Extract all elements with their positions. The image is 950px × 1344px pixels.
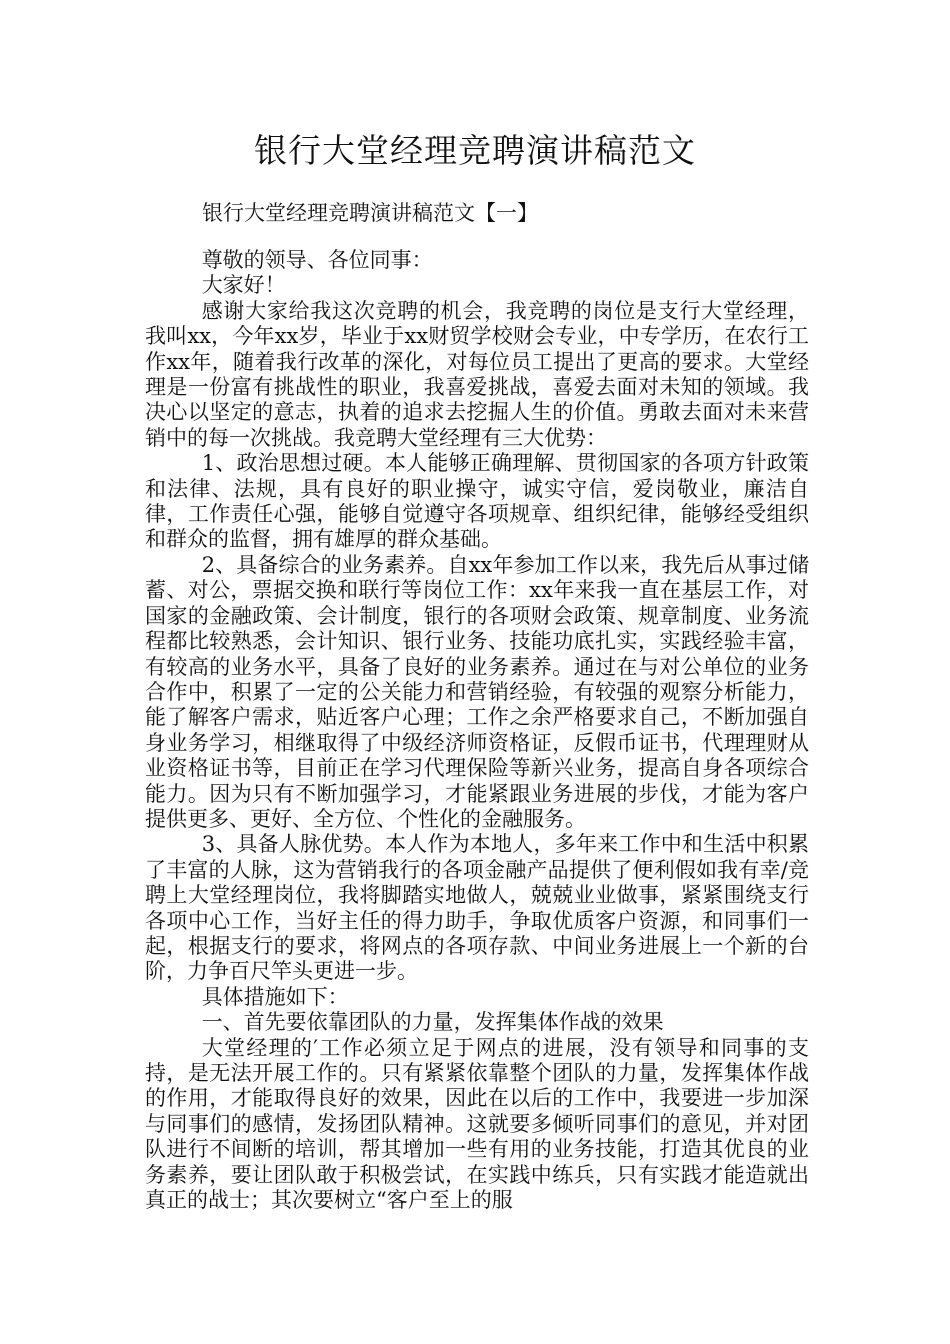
measures-heading: 具体措施如下： [201, 984, 349, 1009]
advantage-1-paragraph: 1、政治思想过硬。本人能够正确理解、贯彻国家的各项方针政策和法律、法规，具有良好的职业操守，诚实守信，爱岗敬业，廉洁自律，工作责任心强，能够自觉遵守各项规章、组织纪律，能够经受组织和群众的监督，拥有雄厚的群众基础。 [145, 451, 809, 552]
document-title: 银行大堂经理竞聘演讲稿范文 [254, 131, 696, 170]
advantage-2-paragraph: 2、具备综合的业务素养。自xx年参加工作以来，我先后从事过储蓄、对公，票据交换和联行等岗位工作：xx年来我一直在基层工作，对国家的金融政策、会计制度，银行的各项财会政策、规章制度、业务流程都比较熟悉，会计知识、银行业务、技能功底扎实，实践经验丰富，有较高的业务水平，具备了良好的业务素养。通过在与对公单位的业务合作中，积累了一定的公关能力和营销经验，有较强的观察分析能力，能了解客户需求，贴近客户心理；工作之余严格要求自己，不断加强自身业务学习，相继取得了中级经济师资格证，反假币证书，代理理财从业资格证书等，目前正在学习代理保险等新兴业务，提高自身各项综合能力。因为只有不断加强学习，才能紧跟业务进展的步伐，才能为客户提供更多、更好、全方位、个性化的金融服务。 [145, 552, 809, 831]
salutation: 尊敬的领导、各位同事： [201, 248, 433, 272]
advantage-3-paragraph: 3、具备人脉优势。本人作为本地人，多年来工作中和生活中积累了丰富的人脉，这为营销我行的各项金融产品提供了便利假如我有幸/竞聘上大堂经理岗位，我将脚踏实地做人，兢兢业业做事，紧紧围绕支行各项中心工作，当好主任的得力助手，争取优质客户资源，和同事们一起，根据支行的要求，将网点的各项存款、中间业务进展上一个新的台阶，力争百尺竿头更进一步。 [145, 832, 809, 984]
measure-1-heading: 一、首先要依靠团队的力量，发挥集体作战的效果 [201, 1010, 664, 1035]
document-body [145, 248, 809, 1213]
document-subtitle: 银行大堂经理竞聘演讲稿范文【一】 [202, 201, 538, 225]
intro-paragraph: 感谢大家给我这次竞聘的机会，我竞聘的岗位是支行大堂经理，我叫xx，今年xx岁，毕业于xx财贸学校财会专业，中专学历，在农行工作xx年，随着我行改革的深化，对每位员工提出了更高的要求。大堂经理是一份富有挑战性的职业，我喜爱挑战，喜爱去面对未知的领域。我决心以坚定的意志，执着的追求去挖掘人生的价值。勇敢去面对未来营销中的每一次挑战。我竞聘大堂经理有三大优势： [145, 298, 809, 450]
measure-1-paragraph: 大堂经理的′工作必须立足于网点的进展，没有领导和同事的支持，是无法开展工作的。只有紧紧依靠整个团队的力量，发挥集体作战的作用，才能取得良好的效果，因此在以后的工作中，我要进一步加深与同事们的感情，发扬团队精神。这就要多倾听同事们的意见，并对团队进行不间断的培训，帮其增加一些有用的业务技能，打造其优良的业务素养，要让团队敢于积极尝试，在实践中练兵，只有实践才能造就出真正的战士；其次要树立“客户至上的服 [145, 1035, 809, 1213]
greeting: 大家好！ [201, 273, 286, 298]
